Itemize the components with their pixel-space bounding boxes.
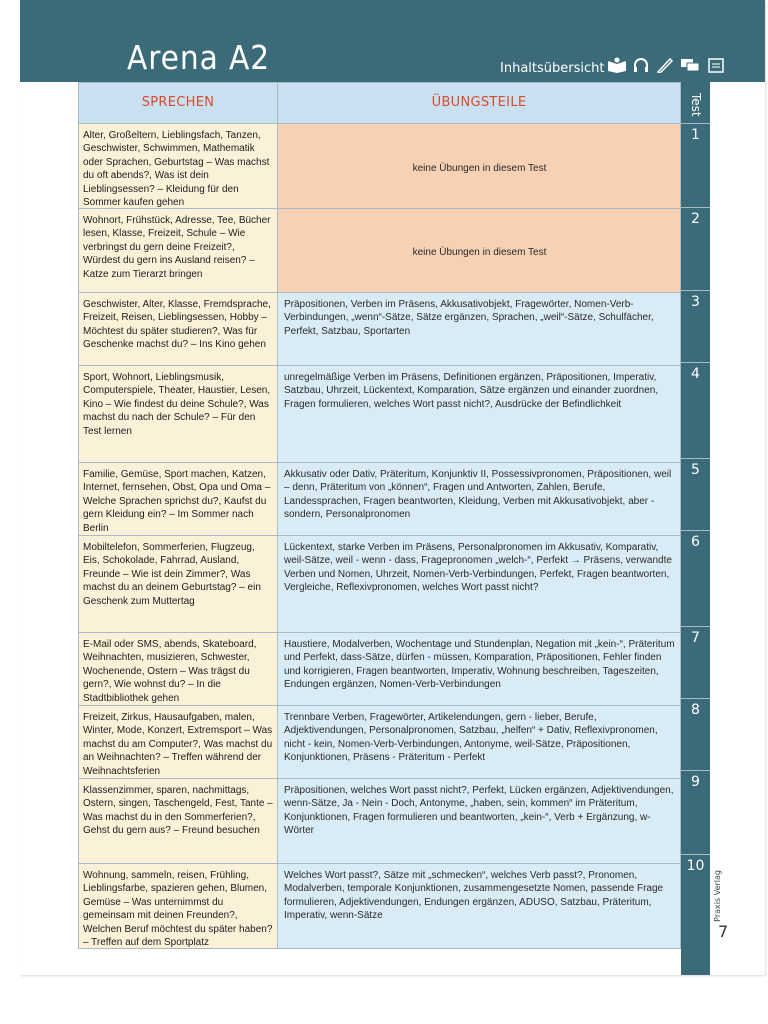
table-row xyxy=(78,864,681,949)
uebungen-cell: Lückentext, starke Verben im Präsens, Personalpronomen im Akkusativ, Komparativ, weil-Sätze, weil - wenn - dass, Fragepronomen „welch-“, Perfekt → Präsens, verwandte Verben und Nomen, Uhrzeit, Nomen-Verb-Verbindungen, Perfekt, Fragen beantworten, Vergleiche, Reflexivpronomen, welches Wort passt nicht? xyxy=(278,536,681,632)
sprechen-cell: Alter, Großeltern, Lieblingsfach, Tanzen, Geschwister, Schwimmen, Mathematik oder Sprachen, Geburtstag – Was machst du oft abends?, Was ist dein Lieblingsessen? – Kleidung für den Sommer kaufen gehen xyxy=(78,124,278,208)
test-number: 2 xyxy=(691,211,700,227)
table-row xyxy=(78,536,681,633)
table-row xyxy=(78,633,681,706)
table-row xyxy=(78,124,681,209)
row-divider xyxy=(681,530,710,531)
test-number: 3 xyxy=(691,294,700,310)
table-row xyxy=(78,366,681,463)
pencil-icon xyxy=(656,57,674,78)
test-number: 7 xyxy=(691,630,700,646)
sprechen-cell: E-Mail oder SMS, abends, Skateboard, Weihnachten, musizieren, Schwester, Wochenende, Ostern – Was trägst du gern?, Wie wohnst du? – In die Stadtbibliothek gehen xyxy=(78,633,278,705)
row-divider xyxy=(681,290,710,291)
uebungen-cell: keine Übungen in diesem Test xyxy=(278,209,681,292)
headphones-icon xyxy=(633,57,649,78)
sprechen-cell: Geschwister, Alter, Klasse, Fremdsprache, Freizeit, Reisen, Lieblingsessen, Hobby – Möchtest du später studieren?, Was für Geschenke machst du? – Ins Kino gehen xyxy=(78,293,278,365)
row-divider xyxy=(681,770,710,771)
contents-table xyxy=(78,82,681,949)
page-title: Arena A2 xyxy=(127,38,271,77)
notepad-icon xyxy=(707,57,725,78)
col-header-sprechen: SPRECHEN xyxy=(78,83,278,123)
test-number: 6 xyxy=(691,534,700,550)
test-number: 5 xyxy=(691,462,700,478)
sprechen-cell: Freizeit, Zirkus, Hausaufgaben, malen, Winter, Mode, Konzert, Extremsport – Was machst du am Computer?, Was machst du an Weihnachten? – Treffen während der Weihnachtsferien xyxy=(78,706,278,778)
row-divider xyxy=(681,854,710,855)
sprechen-cell: Familie, Gemüse, Sport machen, Katzen, Internet, fernsehen, Obst, Opa und Oma – Welche Sprachen sprichst du?, Kaufst du gern Kleidung ein? – Im Sommer nach Berlin xyxy=(78,463,278,535)
uebungen-cell: Präpositionen, Verben im Präsens, Akkusativobjekt, Fragewörter, Nomen-Verb-Verbindungen, „wenn“-Sätze, Sätze ergänzen, Sprachen, „weil“-Sätze, Schulfächer, Perfekt, Satzbau, Sportarten xyxy=(278,293,681,365)
uebungen-cell: Haustiere, Modalverben, Wochentage und Stundenplan, Negation mit „kein-“, Präteritum und Perfekt, dass-Sätze, dürfen - müssen, Komparation, Präpositionen, Fehler finden und korrigieren, Fragen beantworten, Imperativ, Wohnung beschreiben, Tageszeiten, Endungen ergänzen, Nomen-Verb-Verbindungen xyxy=(278,633,681,705)
row-divider xyxy=(681,362,710,363)
row-divider xyxy=(681,698,710,699)
table-row xyxy=(78,779,681,864)
uebungen-cell: unregelmäßige Verben im Präsens, Definitionen ergänzen, Präpositionen, Imperativ, Satzbau, Uhrzeit, Lückentext, Komparation, Sätze ergänzen und einander zuordnen, Fragen formulieren, welches Wort passt nicht?, Ausdrücke der Befindlichkeit xyxy=(278,366,681,462)
table-row xyxy=(78,463,681,536)
col-header-uebungsteile: ÜBUNGSTEILE xyxy=(278,83,681,123)
test-column xyxy=(681,82,710,975)
row-divider xyxy=(681,626,710,627)
sprechen-cell: Mobiltelefon, Sommerferien, Flugzeug, Eis, Schokolade, Fahrrad, Ausland, Freunde – Wie ist dein Zimmer?, Was machst du an deinem Geburtstag? – ein Geschenk zum Muttertag xyxy=(78,536,278,632)
sprechen-cell: Wohnung, sammeln, reisen, Frühling, Lieblingsfarbe, spazieren gehen, Blumen, Gemüse – Was unternimmst du gemeinsam mit deinen Freunden?, Welchen Beruf möchtest du später haben? – Treffen auf dem Sportplatz xyxy=(78,864,278,948)
uebungen-cell: Welches Wort passt?, Sätze mit „schmecken“, welches Verb passt?, Pronomen, Modalverben, temporale Konjunktionen, zusammengesetzte Nomen, passende Frage formulieren, Adjektivendungen, Endungen ergänzen, ADUSO, Satzbau, Präteritum, Imperativ, wenn-Sätze xyxy=(278,864,681,948)
table-row xyxy=(78,209,681,293)
row-divider xyxy=(681,207,710,208)
table-row xyxy=(78,706,681,779)
sprechen-cell: Klassenzimmer, sparen, nachmittags, Ostern, singen, Taschengeld, Fest, Tante – Was machst du in den Sommerferien?, Gehst du gern aus? – Freund besuchen xyxy=(78,779,278,863)
test-number: 4 xyxy=(691,366,700,382)
table-header-row xyxy=(78,82,681,124)
uebungen-cell: Akkusativ oder Dativ, Präteritum, Konjunktiv II, Possessivpronomen, Präpositionen, weil – denn, Präteritum von „können“, Fragen und Antworten, Zahlen, Berufe, Landessprachen, Fragen beantworten, Kleidung, Verben mit Akkusativobjekt, aber - sondern, Personalpronomen xyxy=(278,463,681,535)
sprechen-cell: Wohnort, Frühstück, Adresse, Tee, Bücher lesen, Klasse, Freizeit, Schule – Wie verbringst du gern deine Freizeit?, Würdest du gern ins Ausland reisen? – Katze zum Tierarzt bringen xyxy=(78,209,278,292)
test-number: 9 xyxy=(691,774,700,790)
col-header-test: Test xyxy=(689,93,703,117)
page-number: 7 xyxy=(718,922,729,941)
uebungen-cell: Trennbare Verben, Fragewörter, Artikelendungen, gern - lieber, Berufe, Adjektivendungen, Personalpronomen, Satzbau, „helfen“ + Dativ, Reflexivpronomen, nicht - kein, Nomen-Verb-Verbindungen, Antonyme, weil-Sätze, Präpositionen, Konjunktionen, Präsens - Präteritum - Perfekt xyxy=(278,706,681,778)
test-number: 1 xyxy=(691,127,700,143)
uebungen-cell: keine Übungen in diesem Test xyxy=(278,124,681,208)
test-number: 8 xyxy=(691,702,700,718)
toc-label: Inhaltsübersicht xyxy=(500,61,605,76)
uebungen-cell: Präpositionen, welches Wort passt nicht?, Perfekt, Lücken ergänzen, Adjektivendungen, wenn-Sätze, Ja - Nein - Doch, Antonyme, „haben, sein, kommen“ im Präteritum, Konjunktionen, Fragen formulieren und beantworten, „kein-“, Verb + Ergänzung, w-Wörter xyxy=(278,779,681,863)
row-divider xyxy=(681,123,710,124)
test-number: 10 xyxy=(686,858,705,874)
speech-bubble-icon xyxy=(680,57,700,78)
table-row xyxy=(78,293,681,366)
row-divider xyxy=(681,458,710,459)
publisher-label: Praxis Verlag xyxy=(713,870,722,922)
book-icon xyxy=(607,57,627,78)
sprechen-cell: Sport, Wohnort, Lieblingsmusik, Computerspiele, Theater, Haustier, Lesen, Kino – Wie findest du deine Schule?, Was machst du nach der Schule? – Für den Test lernen xyxy=(78,366,278,462)
toc-icons xyxy=(607,57,727,78)
